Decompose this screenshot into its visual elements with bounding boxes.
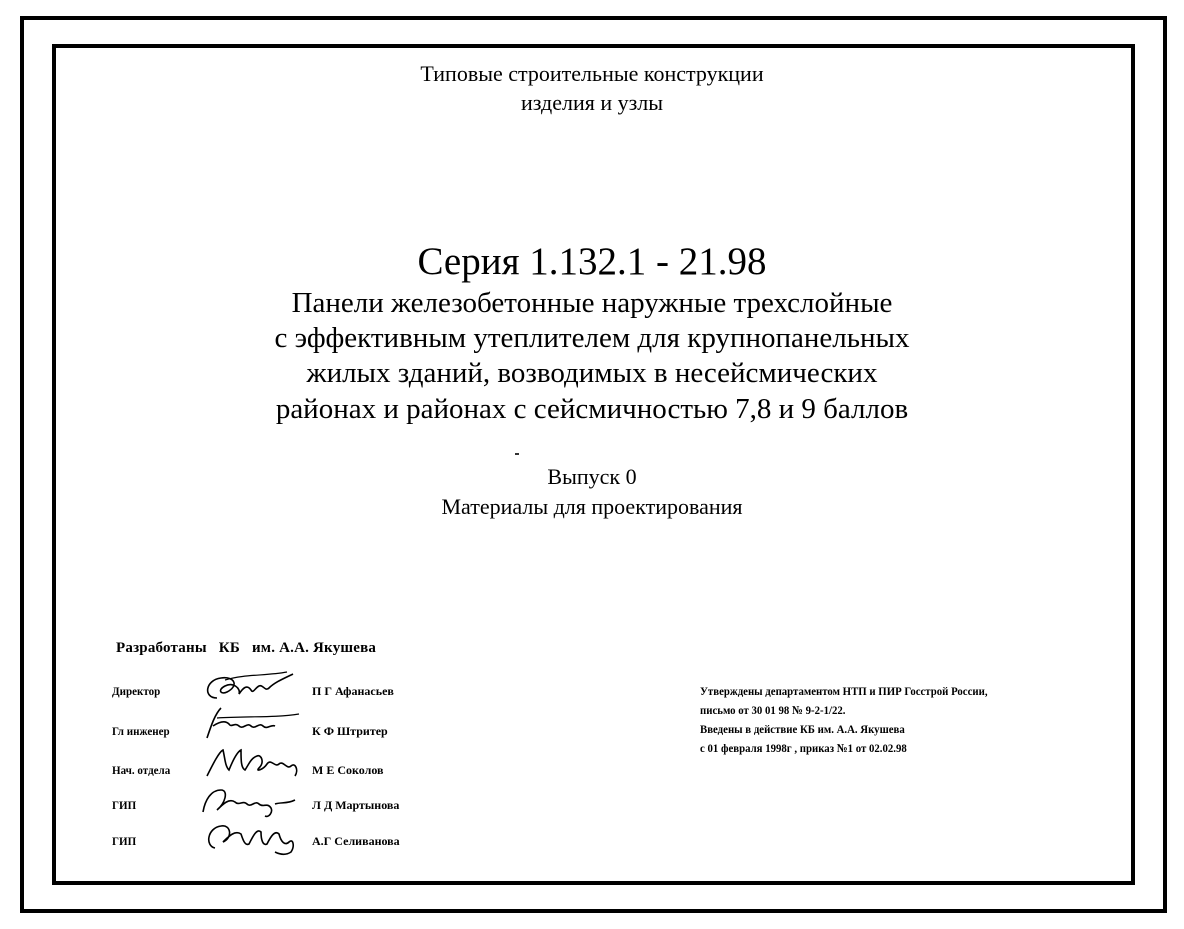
staff-role: Нач. отдела	[112, 763, 171, 777]
stray-mark	[515, 453, 519, 455]
staff-role: Гл инженер	[112, 724, 170, 738]
series-description-line: жилых зданий, возводимых в несейсмических	[306, 357, 878, 389]
signature-gip-1	[195, 782, 315, 822]
signature-director	[195, 668, 315, 708]
series-description-line: районах и районах с сейсмичностью 7,8 и 9 баллов	[275, 393, 909, 425]
staff-role: ГИП	[112, 834, 137, 848]
developers-heading	[116, 640, 376, 657]
signature-chief-engineer	[195, 704, 315, 744]
header-line-1: Типовые строительные конструкции	[420, 61, 764, 86]
issue-label: Выпуск 0	[547, 464, 637, 489]
series-description-line: с эффективным утеплителем для крупнопанельных	[274, 322, 910, 354]
approval-line: Введены в действие КБ им. А.А. Якушева	[700, 722, 905, 736]
signature-gip-2	[195, 818, 315, 858]
header-line-2: изделия и узлы	[520, 90, 664, 115]
approval-line: Утверждены департаментом НТП и ПИР Госстрой России,	[700, 684, 988, 698]
staff-name: Л Д Мартынова	[312, 798, 400, 812]
series-title: Серия 1.132.1 - 21.98	[417, 240, 767, 283]
staff-name: К Ф Штритер	[312, 724, 388, 738]
developers-heading-org: КБ	[218, 640, 240, 656]
staff-name: А.Г Селиванова	[312, 834, 400, 848]
staff-name: М Е Соколов	[312, 763, 384, 777]
series-description-line: Панели железобетонные наружные трехслойные	[291, 287, 893, 319]
staff-role: ГИП	[112, 798, 137, 812]
developers-heading-prefix: Разработаны	[116, 640, 207, 656]
staff-role: Директор	[112, 684, 161, 698]
staff-name: П Г Афанасьев	[312, 684, 394, 698]
approval-line: с 01 февраля 1998г , приказ №1 от 02.02.98	[700, 741, 907, 755]
issue-subtitle: Материалы для проектирования	[441, 494, 743, 519]
signature-department-head	[195, 744, 315, 784]
developers-heading-name: им. А.А. Якушева	[251, 640, 377, 656]
approval-line: письмо от 30 01 98 № 9-2-1/22.	[700, 703, 846, 717]
